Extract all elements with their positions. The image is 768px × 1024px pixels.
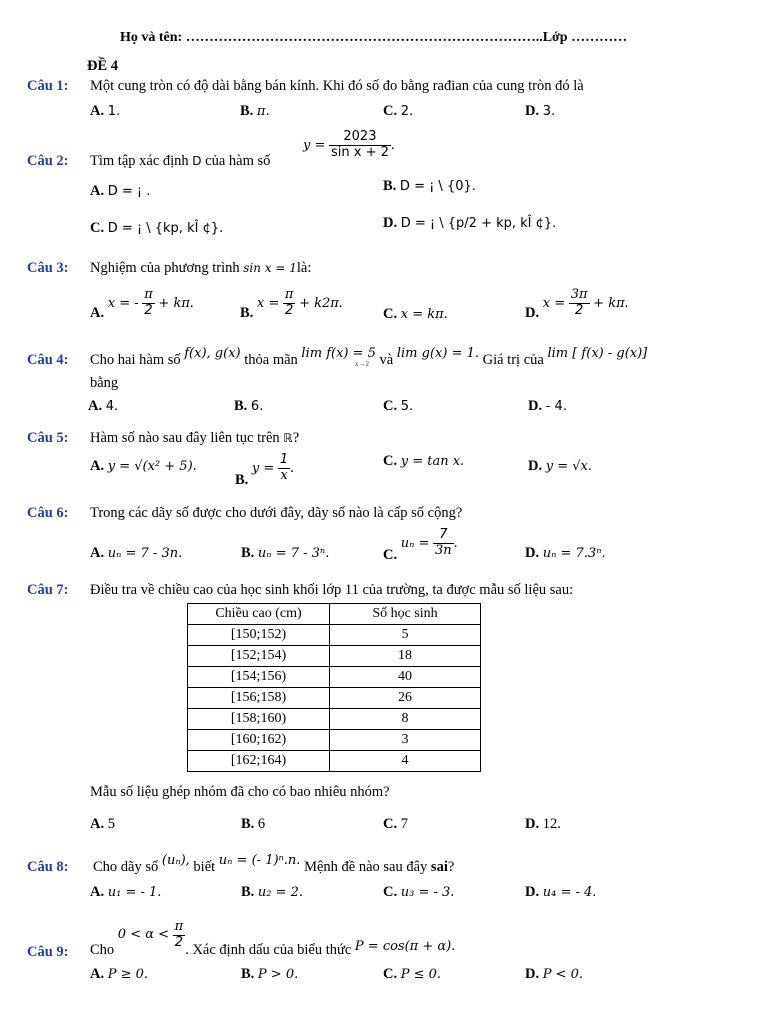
q2-function-formula: y = $\frac{2023}{\text{sin x + 2}}$ .	[303, 129, 395, 160]
q1-option-a[interactable]: A. 1.	[90, 103, 121, 119]
q8-option-b[interactable]: B. u₂ = 2.	[241, 884, 304, 900]
q8-option-c[interactable]: C. u₃ = - 3.	[383, 884, 455, 900]
q5-option-a[interactable]: A. y = √(x² + 5).	[90, 458, 197, 474]
q4-lim-subscript: x→2	[355, 360, 369, 368]
q3-option-d[interactable]: D. x = $\frac{3\pi}{2}$ + kπ.	[525, 287, 629, 321]
table-cell: 4	[330, 751, 481, 772]
q8-option-d[interactable]: D. u₄ = - 4.	[525, 884, 597, 900]
student-info-line: Họ và tên: …………………………………………………………………..Lớp …………	[120, 30, 628, 45]
q6-option-c[interactable]: C. uₙ = $\frac{7}{3n}$ .	[383, 527, 458, 563]
q5-option-b[interactable]: B. y = $\frac{1}{x}$ .	[235, 452, 294, 488]
q2-option-a[interactable]: A. D = ¡ .	[90, 183, 151, 199]
question-7-text: Điều tra về chiều cao của học sinh khối lớp 11 của trường, ta được mẫu số liệu sau:	[90, 582, 574, 598]
table-cell: 5	[330, 625, 481, 646]
question-3-label: Câu 3:	[27, 260, 69, 276]
q1-option-d[interactable]: D. 3.	[525, 103, 556, 119]
q7-option-d[interactable]: D. 12.	[525, 816, 561, 832]
q4-option-d[interactable]: D. - 4.	[528, 398, 567, 414]
q7-option-c[interactable]: C. 7	[383, 816, 408, 832]
q3-option-c[interactable]: C. x = kπ.	[383, 306, 448, 322]
question-4-label: Câu 4:	[27, 352, 69, 368]
q8-option-a[interactable]: A. u₁ = - 1.	[90, 884, 162, 900]
table-header-height: Chiều cao (cm)	[188, 604, 330, 625]
question-4-text: Cho hai hàm số f(x), g(x) thỏa mãn lim f(x) = 5 và lim g(x) = 1. Giá trị của lim [ f(x) - g(x)]	[90, 346, 648, 368]
table-cell: 18	[330, 646, 481, 667]
question-8-text: Cho dãy số (uₙ), biết uₙ = (- 1)ⁿ.n. Mệnh đề nào sau đây sai?	[93, 853, 455, 875]
question-3-text: Nghiệm của phương trình sin x = 1là:	[90, 260, 312, 276]
question-1-text: Một cung tròn có độ dài bằng bán kính. Khi đó số đo bằng rađian của cung tròn đó là	[90, 78, 584, 94]
q2-option-d[interactable]: D. D = ¡ \ {p/2 + kp, kÎ ¢}.	[383, 215, 557, 231]
table-row	[188, 646, 481, 667]
q4-option-a[interactable]: A. 4.	[88, 398, 119, 414]
table-cell: [150;152)	[188, 625, 330, 646]
q9-option-c[interactable]: C. P ≤ 0.	[383, 966, 442, 982]
table-cell: [160;162)	[188, 730, 330, 751]
question-6-label: Câu 6:	[27, 505, 69, 521]
q9-option-d[interactable]: D. P < 0.	[525, 966, 584, 982]
q6-option-d[interactable]: D. uₙ = 7.3ⁿ.	[525, 545, 606, 561]
question-1-label: Câu 1:	[27, 78, 69, 94]
table-row	[188, 667, 481, 688]
question-8-label: Câu 8:	[27, 859, 69, 875]
q4-option-b[interactable]: B. 6.	[234, 398, 264, 414]
q4-option-c[interactable]: C. 5.	[383, 398, 414, 414]
q6-option-a[interactable]: A. uₙ = 7 - 3n.	[90, 545, 183, 561]
q1-option-b[interactable]: B. π.	[240, 103, 270, 119]
table-row	[188, 751, 481, 772]
table-header-count: Số học sinh	[330, 604, 481, 625]
q9-option-b[interactable]: B. P > 0.	[241, 966, 299, 982]
q6-option-b[interactable]: B. uₙ = 7 - 3ⁿ.	[241, 545, 330, 561]
height-data-table	[187, 603, 481, 772]
table-cell: [162;164)	[188, 751, 330, 772]
question-7-label: Câu 7:	[27, 582, 69, 598]
question-7-subquestion: Mẫu số liệu ghép nhóm đã cho có bao nhiêu nhóm?	[90, 784, 390, 800]
exam-title: ĐỀ 4	[87, 58, 119, 74]
question-9-label: Câu 9:	[27, 944, 69, 960]
table-cell: 3	[330, 730, 481, 751]
q7-option-b[interactable]: B. 6	[241, 816, 266, 832]
question-5-text: Hàm số nào sau đây liên tục trên ℝ?	[90, 430, 300, 446]
q5-option-d[interactable]: D. y = √x.	[528, 458, 592, 474]
q1-option-c[interactable]: C. 2.	[383, 103, 414, 119]
table-row	[188, 730, 481, 751]
question-6-text: Trong các dãy số được cho dưới đây, dãy số nào là cấp số cộng?	[90, 505, 463, 521]
question-9-text: Cho 0 < α < $\frac{\pi}{2}$ . Xác định dấu của biểu thức P = cos(π + α).	[90, 919, 456, 958]
table-row	[188, 688, 481, 709]
table-cell: [152;154)	[188, 646, 330, 667]
question-2-label: Câu 2:	[27, 153, 69, 169]
table-row	[188, 625, 481, 646]
q3-option-b[interactable]: B. x = $\frac{\pi}{2}$ + k2π.	[240, 287, 343, 321]
table-cell: [158;160)	[188, 709, 330, 730]
table-cell: 8	[330, 709, 481, 730]
question-2-text: Tìm tập xác định D của hàm số	[90, 153, 271, 169]
q9-option-a[interactable]: A. P ≥ 0.	[90, 966, 149, 982]
question-4-line2: bằng	[90, 375, 119, 391]
table-cell: 26	[330, 688, 481, 709]
q7-option-a[interactable]: A. 5	[90, 816, 115, 832]
q2-option-b[interactable]: B. D = ¡ \ {0}.	[383, 178, 476, 194]
table-row	[188, 709, 481, 730]
table-header-row	[188, 604, 481, 625]
table-cell: [154;156)	[188, 667, 330, 688]
table-cell: 40	[330, 667, 481, 688]
question-5-label: Câu 5:	[27, 430, 69, 446]
q5-option-c[interactable]: C. y = tan x.	[383, 453, 465, 469]
q2-option-c[interactable]: C. D = ¡ \ {kp, kÎ ¢}.	[90, 220, 224, 236]
q3-option-a[interactable]: A. x = - $\frac{\pi}{2}$ + kπ.	[90, 287, 194, 321]
table-cell: [156;158)	[188, 688, 330, 709]
